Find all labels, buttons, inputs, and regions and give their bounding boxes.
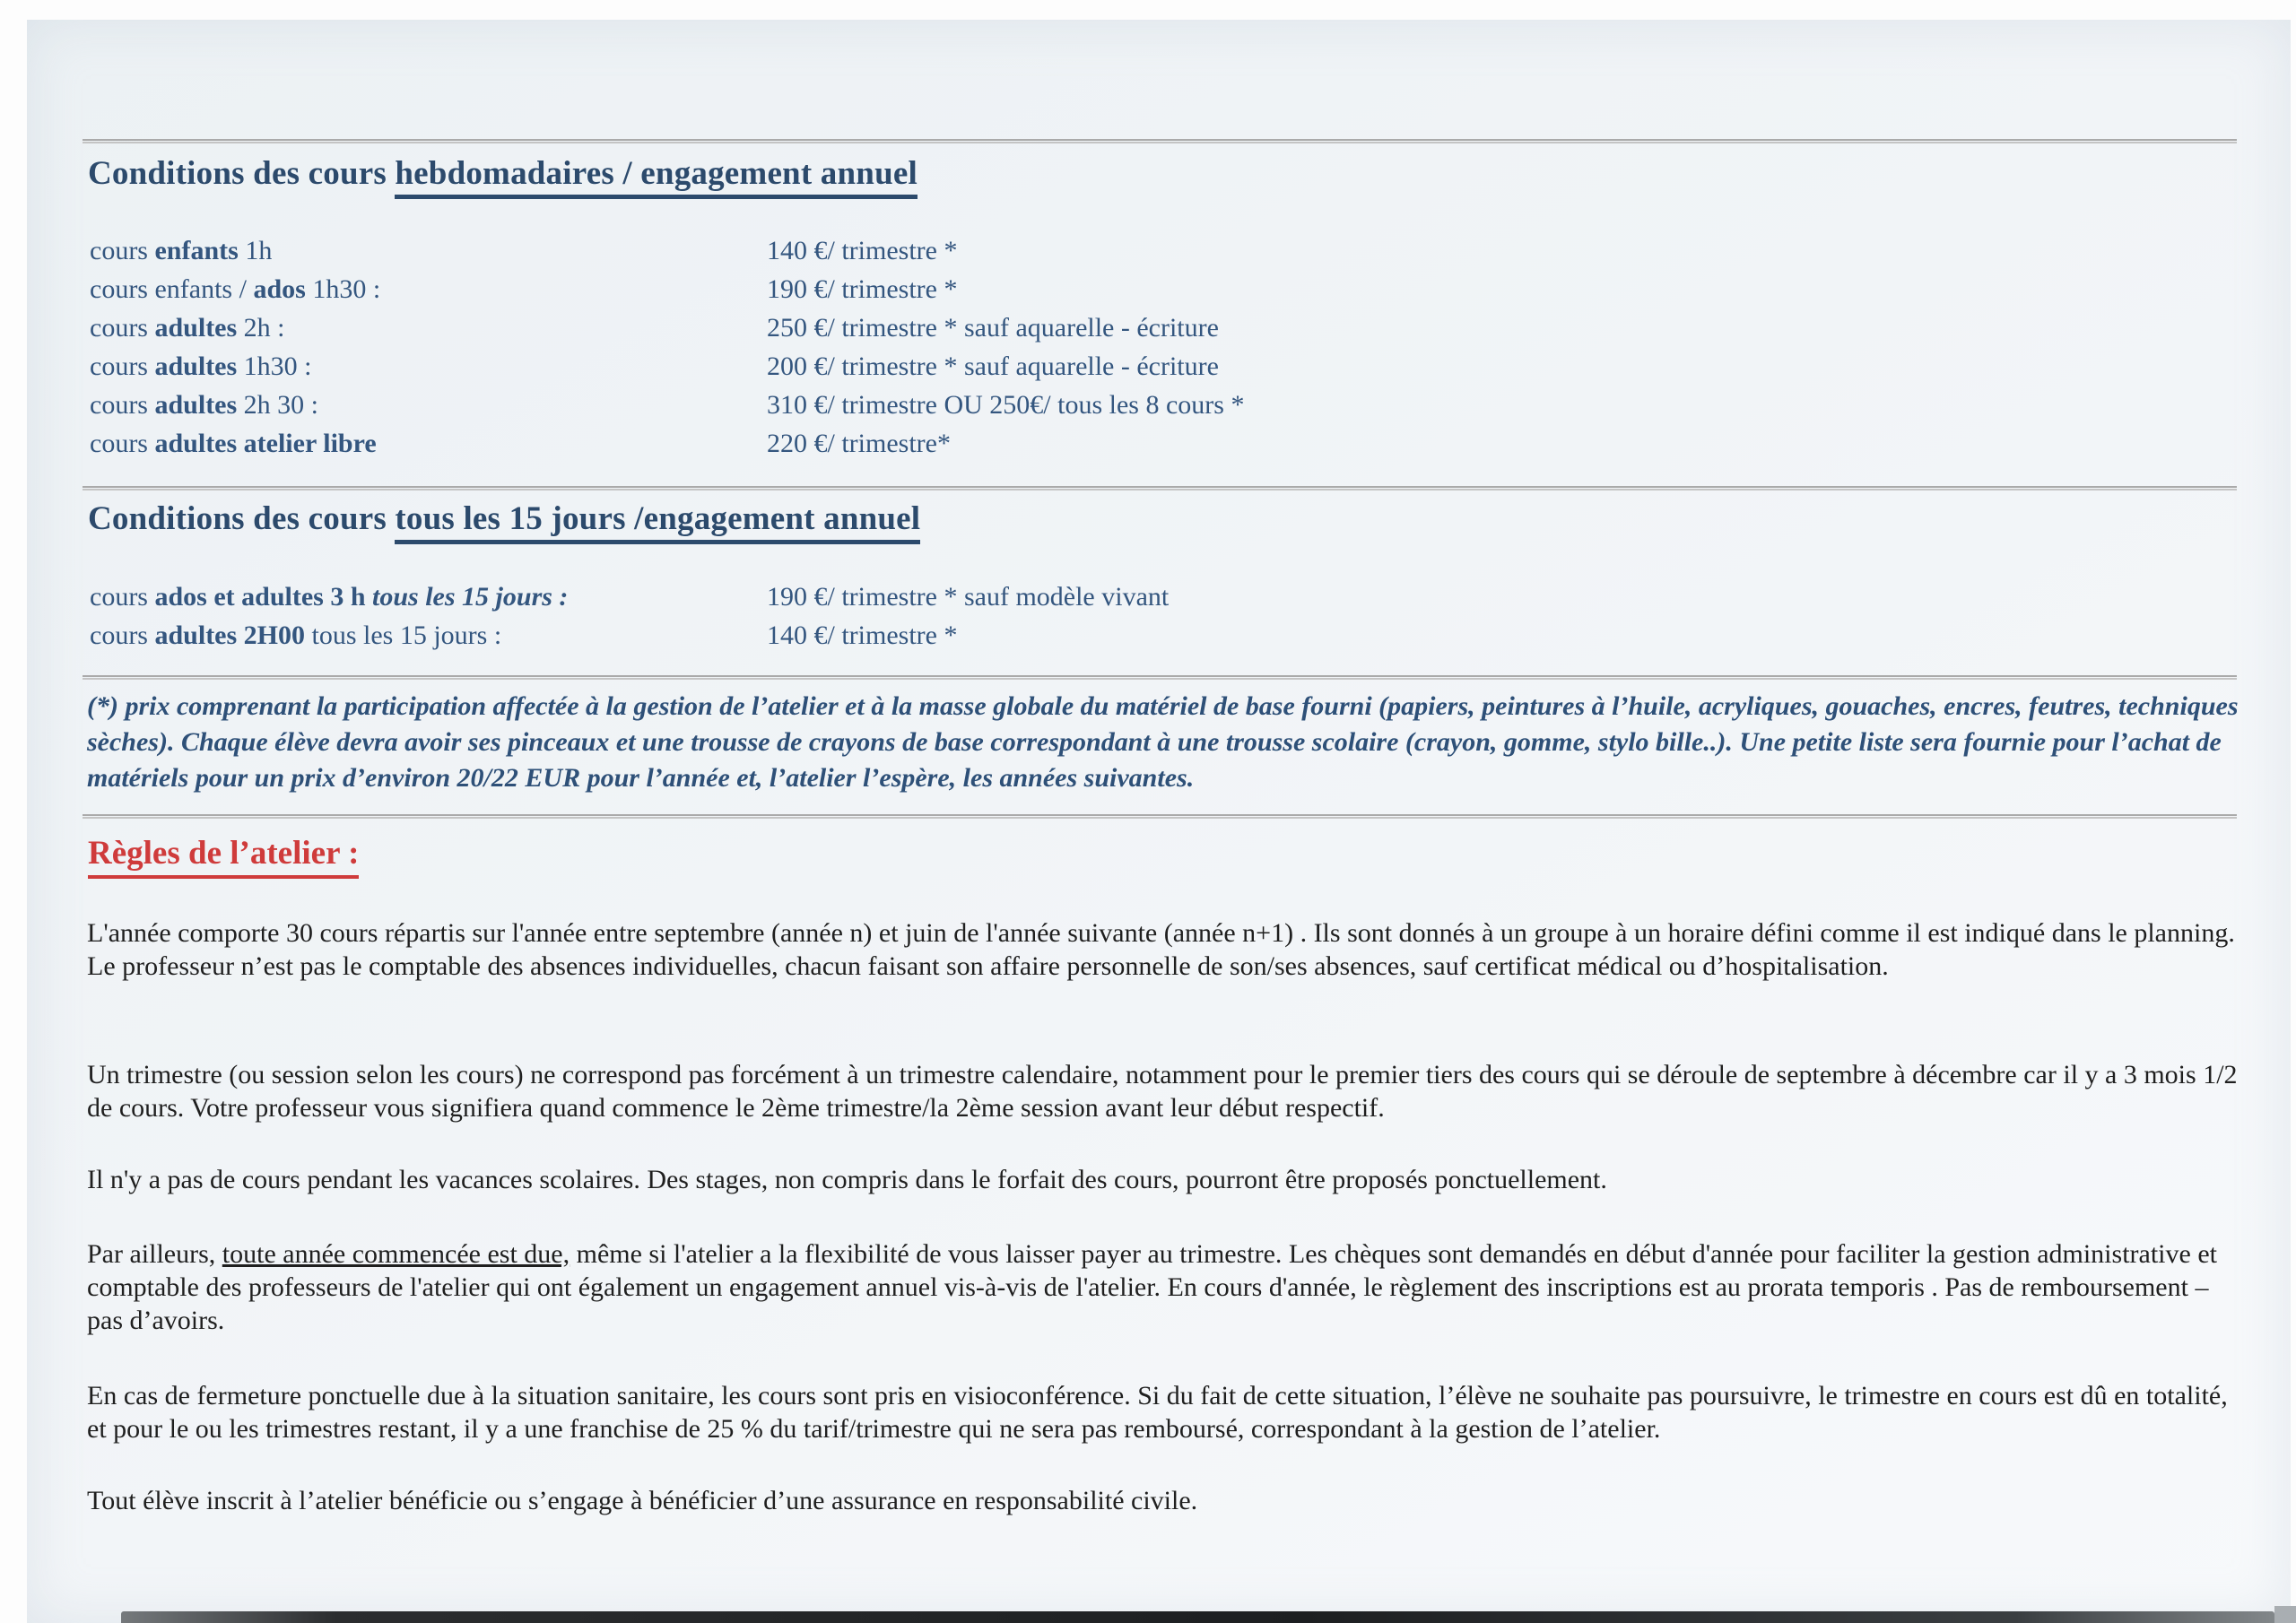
course-label: cours adultes 2h 30 : <box>90 390 319 420</box>
scan-edge-artifact <box>121 1611 2274 1623</box>
horizontal-divider <box>83 814 2237 819</box>
course-price: 250 €/ trimestre * sauf aquarelle - écriture <box>767 313 1219 343</box>
materials-note: (*) prix comprenant la participation affectée à la gestion de l’atelier et à la masse globale du matériel de base fourni (papiers, peintures à l’huile, acryliques, gouaches, encres, feutres, techniques sèches). Chaque élève devra avoir ses pinceaux et une trousse de crayons de base correspondant à une trousse scolaire (crayon, gomme, stylo bille..). Une petite liste sera fournie pour l’achat de matériels pour un prix d’environ 20/22 EUR pour l’année et, l’atelier l’espère, les années suivantes. <box>87 691 2239 793</box>
weekly-price-list <box>90 231 2238 463</box>
course-price: 140 €/ trimestre * <box>767 236 958 265</box>
rules-paragraph-sanitary: En cas de fermeture ponctuelle due à la situation sanitaire, les cours sont pris en visioconférence. Si du fait de cette situation, l’élève ne souhaite pas poursuivre, le trimestre en cours est dû en totalité, et pour le ou les trimestres restant, il y a une franchise de 25 % du tarif/trimestre qui ne sera pas remboursé, correspondant à la gestion de l’atelier. <box>87 1381 2228 1444</box>
price-row <box>90 231 2238 270</box>
rules-heading: Règles de l’atelier : <box>88 834 359 872</box>
horizontal-divider <box>83 139 2237 143</box>
course-price: 220 €/ trimestre* <box>767 429 951 458</box>
course-price: 190 €/ trimestre * sauf modèle vivant <box>767 582 1170 612</box>
course-price: 200 €/ trimestre * sauf aquarelle - écriture <box>767 352 1219 381</box>
horizontal-divider <box>83 675 2237 680</box>
biweekly-price-list <box>90 577 2238 655</box>
price-row <box>90 386 2238 424</box>
course-label: cours ados et adultes 3 h tous les 15 jours : <box>90 582 569 612</box>
rules-paragraph-payment: Par ailleurs, toute année commencée est due, même si l'atelier a la flexibilité de vous laisser payer au trimestre. Les chèques sont demandés en début d'année pour faciliter la gestion administrative et comptable des professeurs de l'atelier qui ont également un engagement annuel vis-à-vis de l'atelier. En cours d'année, le règlement des inscriptions est au prorata temporis . Pas de remboursement – pas d’avoirs. <box>87 1239 2217 1335</box>
price-row <box>90 616 2238 655</box>
course-label: cours adultes 2H00 tous les 15 jours : <box>90 621 502 650</box>
course-label: cours enfants 1h <box>90 236 273 265</box>
course-label: cours adultes 1h30 : <box>90 352 312 381</box>
biweekly-section-title <box>88 499 920 538</box>
weekly-section-title <box>88 154 918 193</box>
course-price: 140 €/ trimestre * <box>767 621 958 650</box>
course-label: cours adultes atelier libre <box>90 429 377 458</box>
biweekly-title-prefix: Conditions des cours <box>88 500 396 537</box>
course-price: 310 €/ trimestre OU 250€/ tous les 8 cours * <box>767 390 1245 420</box>
weekly-title-prefix: Conditions des cours <box>88 155 396 192</box>
weekly-title-underlined: hebdomadaires / engagement annuel <box>395 155 918 199</box>
rules-paragraph-insurance: Tout élève inscrit à l’atelier bénéficie ou s’engage à bénéficier d’une assurance en responsabilité civile. <box>87 1486 1198 1515</box>
underlined-clause: toute année commencée est due, <box>222 1239 570 1269</box>
course-label: cours adultes 2h : <box>90 313 285 343</box>
horizontal-divider <box>83 486 2237 490</box>
course-label: cours enfants / ados 1h30 : <box>90 274 381 304</box>
price-row <box>90 308 2238 347</box>
price-row <box>90 270 2238 308</box>
course-price: 190 €/ trimestre * <box>767 274 958 304</box>
rules-paragraph-year: L'année comporte 30 cours répartis sur l'année entre septembre (année n) et juin de l'année suivante (année n+1) . Ils sont donnés à un groupe à un horaire défini comme il est indiqué dans le planning. Le professeur n’est pas le comptable des absences individuelles, chacun faisant son affaire personnelle de son/ses absences, sauf certificat médical ou d’hospitalisation. <box>87 918 2235 981</box>
biweekly-title-underlined: tous les 15 jours /engagement annuel <box>395 500 920 544</box>
price-row <box>90 424 2238 463</box>
scan-corner-artifact <box>2274 1606 2296 1623</box>
rules-paragraph-holidays: Il n'y a pas de cours pendant les vacances scolaires. Des stages, non compris dans le forfait des cours, pourront être proposés ponctuellement. <box>87 1165 1607 1194</box>
price-row <box>90 577 2238 616</box>
rules-paragraph-trimester: Un trimestre (ou session selon les cours) ne correspond pas forcément à un trimestre calendaire, notamment pour le premier tiers des cours qui se déroule de septembre à décembre car il y a 3 mois 1/2 de cours. Votre professeur vous signifiera quand commence le 2ème trimestre/la 2ème session avant leur début respectif. <box>87 1060 2238 1123</box>
price-row <box>90 347 2238 386</box>
